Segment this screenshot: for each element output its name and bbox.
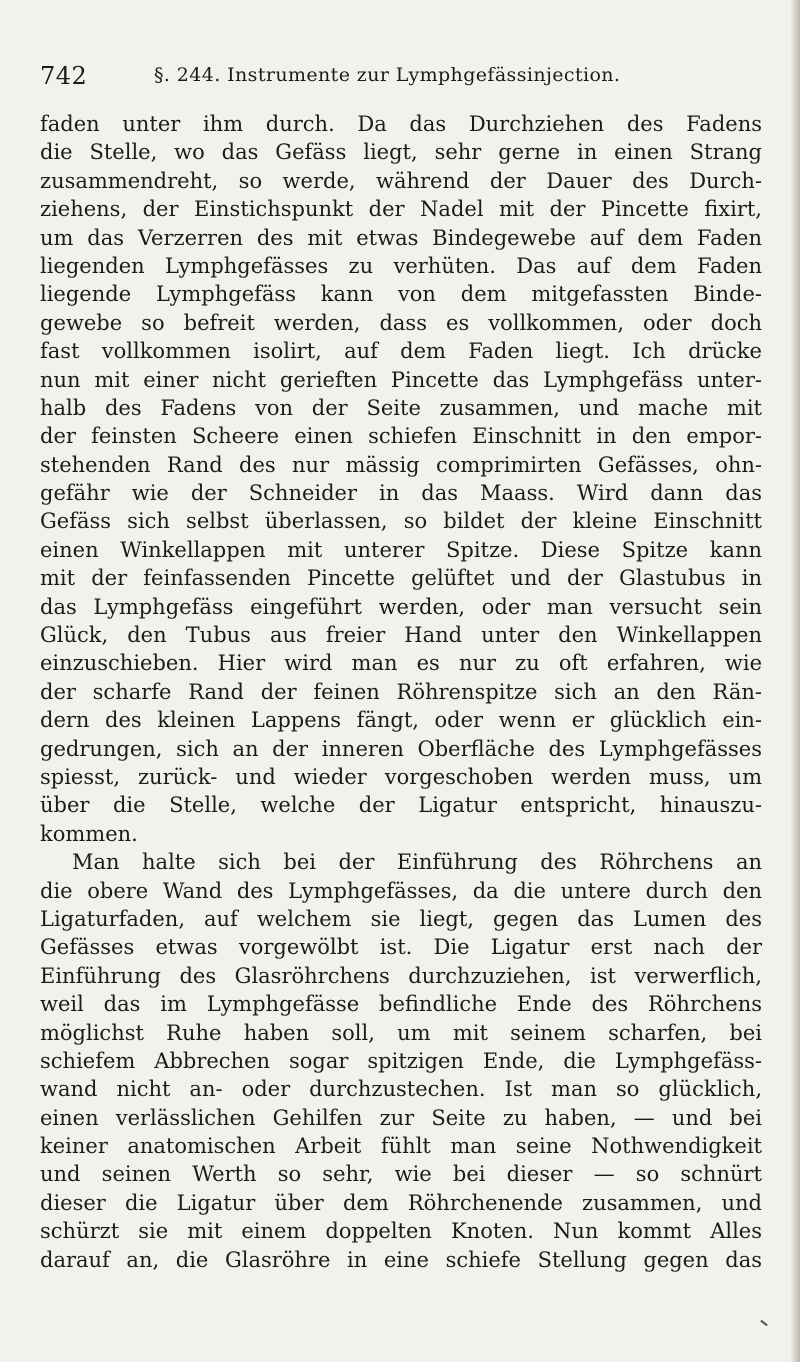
text-line: stehenden Rand des nur mässig comprimirten Gefässes, ohn- <box>40 452 762 477</box>
text-line: liegende Lymphgefäss kann von dem mitgefassten Binde- <box>40 282 762 307</box>
text-line: ziehens, der Einstichspunkt der Nadel mit der Pincette fixirt, <box>40 197 762 222</box>
text-line: einen verlässlichen Gehilfen zur Seite zu haben, — und bei <box>40 1105 762 1130</box>
page-header <box>40 50 760 90</box>
text-line: keiner anatomischen Arbeit fühlt man seine Nothwendigkeit <box>40 1134 762 1159</box>
text-line: wand nicht an- oder durchzustechen. Ist man so glücklich, <box>40 1077 762 1102</box>
paragraph-start-line: Man halte sich bei der Einführung des Röhrchens an <box>72 850 762 875</box>
text-line: der scharfe Rand der feinen Röhrenspitze sich an den Rän- <box>40 679 762 704</box>
body-text <box>40 110 762 1274</box>
text-line: liegenden Lymphgefässes zu verhüten. Das auf dem Faden <box>40 253 762 278</box>
page-edge-shadow <box>790 0 800 1362</box>
text-line: einzuschieben. Hier wird man es nur zu oft erfahren, wie <box>40 651 762 676</box>
text-line: dieser die Ligatur über dem Röhrchenende zusammen, und <box>40 1190 762 1215</box>
text-line: die obere Wand des Lymphgefässes, da die untere durch den <box>40 878 762 903</box>
text-line: mit der feinfassenden Pincette gelüftet und der Glastubus in <box>40 566 762 591</box>
text-line: darauf an, die Glasröhre in eine schiefe Stellung gegen das <box>40 1247 762 1272</box>
text-line: weil das im Lymphgefässe befindliche Ende des Röhrchens <box>40 992 762 1017</box>
text-line: zusammendreht, so werde, während der Dauer des Durch- <box>40 168 762 193</box>
text-line: halb des Fadens von der Seite zusammen, und mache mit <box>40 395 762 420</box>
text-line: schürzt sie mit einem doppelten Knoten. Nun kommt Alles <box>40 1219 762 1244</box>
text-line: das Lymphgefäss eingeführt werden, oder man versucht sein <box>40 594 762 619</box>
text-line: nun mit einer nicht gerieften Pincette das Lymphgefäss unter- <box>40 367 762 392</box>
text-line: Einführung des Glasröhrchens durchzuziehen, ist verwerflich, <box>40 963 762 988</box>
text-line: Glück, den Tubus aus freier Hand unter den Winkellappen <box>40 623 762 648</box>
text-line: die Stelle, wo das Gefäss liegt, sehr gerne in einen Strang <box>40 140 762 165</box>
text-line: Gefäss sich selbst überlassen, so bildet der kleine Einschnitt <box>40 509 762 534</box>
page-number: 742 <box>40 62 88 90</box>
text-line: möglichst Ruhe haben soll, um mit seinem scharfen, bei <box>40 1020 762 1045</box>
paragraph-end-line: kommen. <box>40 821 138 846</box>
text-line: gedrungen, sich an der inneren Oberfläche des Lymphgefässes <box>40 736 762 761</box>
text-line: über die Stelle, welche der Ligatur entspricht, hinauszu- <box>40 793 762 818</box>
text-line: der feinsten Scheere einen schiefen Einschnitt in den empor- <box>40 424 762 449</box>
text-line: faden unter ihm durch. Da das Durchziehen des Fadens <box>40 112 762 136</box>
text-line: Ligaturfaden, auf welchem sie liegt, gegen das Lumen des <box>40 906 762 931</box>
text-line: spiesst, zurück- und wieder vorgeschoben werden muss, um <box>40 764 762 789</box>
text-line: gewebe so befreit werden, dass es vollkommen, oder doch <box>40 310 762 335</box>
text-line: gefähr wie der Schneider in das Maass. Wird dann das <box>40 481 762 506</box>
text-line: dern des kleinen Lappens fängt, oder wenn er glücklich ein- <box>40 708 762 733</box>
text-line: schiefem Abbrechen sogar spitzigen Ende, die Lymphgefäss- <box>40 1048 762 1073</box>
text-line: und seinen Werth so sehr, wie bei dieser — so schnürt <box>40 1162 762 1187</box>
text-line: einen Winkellappen mit unterer Spitze. Diese Spitze kann <box>40 537 762 562</box>
text-line: um das Verzerren des mit etwas Bindegewebe auf dem Faden <box>40 225 762 250</box>
running-head: §. 244. Instrumente zur Lymphgefässinjection. <box>154 64 621 86</box>
catchword-mark <box>760 1320 768 1327</box>
text-line: Gefässes etwas vorgewölbt ist. Die Ligatur erst nach der <box>40 935 762 960</box>
text-line: fast vollkommen isolirt, auf dem Faden liegt. Ich drücke <box>40 339 762 364</box>
